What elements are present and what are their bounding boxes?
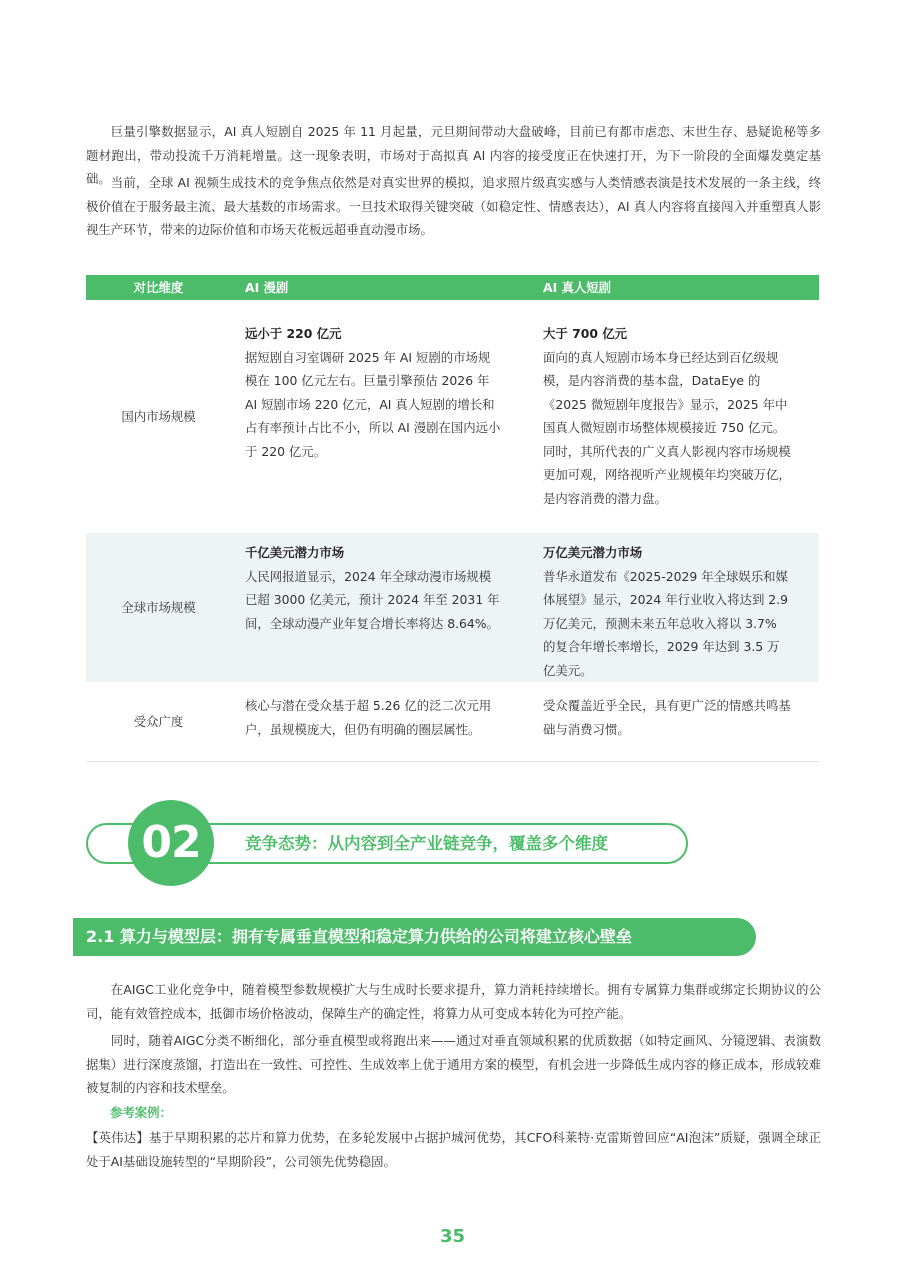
table-header-row: [86, 275, 819, 300]
cell-body: 普华永道发布《2025-2029 年全球娱乐和媒体展望》显示，2024 年行业收入将达到 2.9 万亿美元，预测未来五年总收入将以 3.7% 的复合年增长率增长，2029 年达到 3.5 万亿美元。: [543, 568, 788, 678]
row-dimension: 全球市场规模: [86, 533, 231, 682]
cell-title: 大于 700 亿元: [543, 326, 628, 341]
table-row: [86, 682, 819, 761]
cell-title: 远小于 220 亿元: [245, 326, 342, 341]
table-row: [86, 533, 819, 682]
section-title: 竞争态势：从内容到全产业链竞争，覆盖多个维度: [245, 834, 608, 853]
cell-body: 人民网报道显示，2024 年全球动漫市场规模已超 3000 亿美元，预计 2024 年至 2031 年间，全球动漫产业年复合增长率将达 8.64%。: [245, 568, 500, 631]
table-header-dimension: 对比维度: [86, 275, 231, 300]
row-dimension: 受众广度: [86, 682, 231, 761]
row-dimension: 国内市场规模: [86, 300, 231, 533]
table-header-ai-comic: AI 漫剧: [231, 275, 529, 300]
page-number: 35: [439, 1226, 466, 1247]
section-number-badge: 02: [128, 800, 214, 886]
table-row: [86, 300, 819, 533]
reference-case-nvidia: 【英伟达】基于早期积累的芯片和算力优势，在多轮发展中占据护城河优势，其CFO科莱特·克雷斯曾回应“AI泡沫”质疑，强调全球正处于AI基础设施转型的“早期阶段”，公司领先优势稳固。: [86, 1130, 821, 1169]
cell-body: 核心与潜在受众基于超 5.26 亿的泛二次元用户，虽规模庞大，但仍有明确的圈层属性。: [245, 698, 492, 737]
cell-body: 据短剧自习室调研 2025 年 AI 短剧的市场规模在 100 亿元左右。巨量引擎预估 2026 年 AI 短剧市场 220 亿元，AI 真人短剧的增长和占有率预计占比不小，所以 AI 漫剧在国内远小于 220 亿元。: [245, 349, 501, 459]
comparison-table: [86, 275, 819, 762]
cell-body: 面向的真人短剧市场本身已经达到百亿级规模，是内容消费的基本盘，DataEye 的《2025 微短剧年度报告》显示，2025 年中国真人微短剧市场整体规模接近 750 亿元。同时，其所代表的广义真人影视内容市场规模更加可观，网络视听产业规模年均突破万亿，是内容消费的潜力盘。: [543, 349, 791, 506]
table-header-ai-live: AI 真人短剧: [529, 275, 819, 300]
body-paragraph-1: 在AIGC工业化竞争中，随着模型参数规模扩大与生成时长要求提升，算力消耗持续增长。拥有专属算力集群或绑定长期协议的公司，能有效管控成本，抵御市场价格波动，保障生产的确定性，将算力从可变成本转化为可控产能。: [86, 982, 821, 1021]
cell-title: 万亿美元潜力市场: [543, 545, 643, 560]
body-paragraph-2: 同时，随着AIGC分类不断细化，部分垂直模型或将跑出来——通过对垂直领域积累的优质数据（如特定画风、分镜逻辑、表演数据集）进行深度蒸馏，打造出在一致性、可控性、生成效率上优于通用方案的模型，有机会进一步降低生成内容的修正成本，形成较难被复制的内容和技术壁垒。: [86, 1033, 821, 1095]
cell-title: 千亿美元潜力市场: [245, 545, 345, 560]
subsection-title: 2.1 算力与模型层：拥有专属垂直模型和稳定算力供给的公司将建立核心壁垒: [86, 927, 632, 946]
intro-paragraph-1: 巨量引擎数据显示，AI 真人短剧自 2025 年 11 月起量，元旦期间带动大盘破峰，目前已有都市虐恋、末世生存、悬疑诡秘等多题材跑出，带动投流千万消耗增量。这一现象表明，市场对于高拟真 AI 内容的接受度正在快速打开，为下一阶段的全面爆发奠定基础。: [86, 124, 821, 186]
intro-paragraph-2: 当前，全球 AI 视频生成技术的竞争焦点依然是对真实世界的模拟，追求照片级真实感与人类情感表演是技术发展的一条主线，终极价值在于服务最主流、最大基数的市场需求。一旦技术取得关键突破（如稳定性、情感表达），AI 真人内容将直接闯入并重塑真人影视生产环节，带来的边际价值和市场天花板远超垂直动漫市场。: [86, 175, 821, 237]
reference-case-label: 参考案例：: [110, 1105, 172, 1120]
cell-body: 受众覆盖近乎全民，具有更广泛的情感共鸣基础与消费习惯。: [543, 698, 791, 737]
